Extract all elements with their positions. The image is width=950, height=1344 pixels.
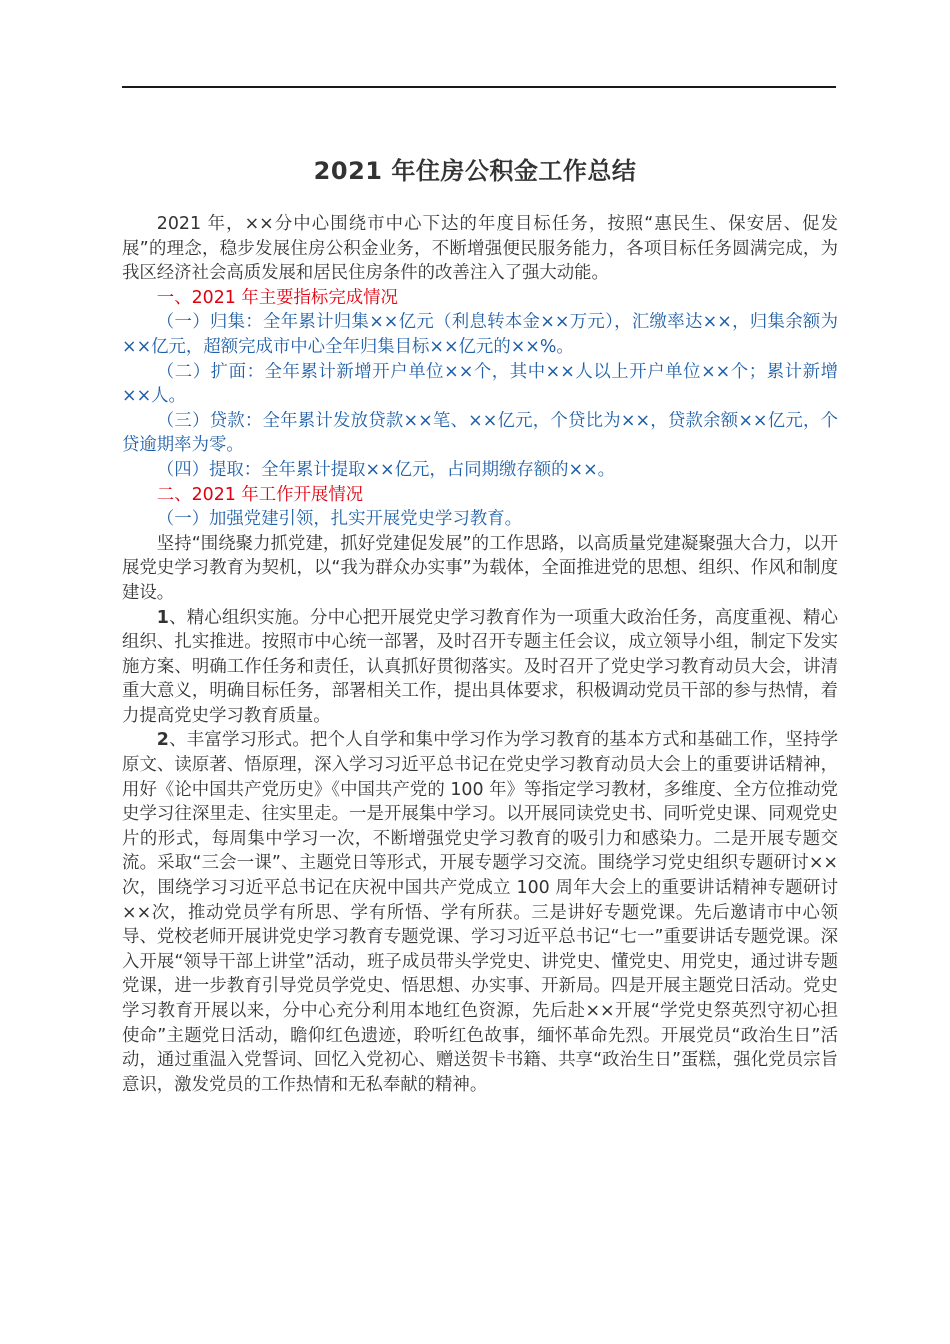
point-2-text: 、丰富学习形式。把个人自学和集中学习作为学习教育的基本方式和基础工作，坚持学原文、读原著、悟原理，深入学习习近平总书记在党史学习教育动员大会上的重要讲话精神，用好《论中国共产党历史》《中国共产党的 100 年》等指定学习教材，多维度、全方位推动党史学习往深里走、往实里走。一是开展集中学习。以开展同读党史书、同听党史课、同观党史片的形式，每周集中学习一次，不断增强党史学习教育的吸引力和感染力。二是开展专题交流。采取“三会一课”、主题党日等形式，开展专题学习交流。围绕学习党史组织专题研讨××次，围绕学习习近平总书记在庆祝中国共产党成立 100 周年大会上的重要讲话精神专题研讨××次，推动党员学有所思、学有所悟、学有所获。三是讲好专题党课。先后邀请市中心领导、党校老师开展讲党史学习教育专题党课、学习习近平总书记“七一”重要讲话专题党课。深入开展“领导干部上讲堂”活动，班子成员带头学党史、讲党史、懂党史、用党史，通过讲专题党课，进一步教育引导党员学党史、悟思想、办实事、开新局。四是开展主题党日活动。党史学习教育开展以来，分中心充分利用本地红色资源，先后赴××开展“学党史祭英烈守初心担使命”主题党日活动，瞻仰红色遗迹，聆听红色故事，缅怀革命先烈。开展党员“政治生日”活动，通过重温入党誓词、回忆入党初心、赠送贺卡书籍、共享“政治生日”蛋糕，强化党员宗旨意识，激发党员的工作热情和无私奉献的精神。 [122, 730, 838, 1095]
header-rule [122, 86, 836, 88]
indicator-withdrawal: （四）提取：全年累计提取××亿元，占同期缴存额的××。 [156, 459, 616, 480]
point-1-text: 、精心组织实施。分中心把开展党史学习教育作为一项重大政治任务，高度重视、精心组织、扎实推进。按照市中心统一部署，及时召开专题主任会议，成立领导小组，制定下发实施方案、明确工作任务和责任，认真抓好贯彻落实。及时召开了党史学习教育动员大会，讲清重大意义，明确目标任务，部署相关工作，提出具体要求，积极调动党员干部的参与热情，着力提高党史学习教育质量。 [122, 607, 838, 726]
page-title: 2021 年住房公积金工作总结 [313, 157, 637, 185]
indicator-loans: （三）贷款：全年累计发放贷款××笔、××亿元，个贷比为××，贷款余额××亿元，个贷逾期率为零。 [122, 410, 838, 456]
point-2-number: 2 [156, 730, 169, 751]
indicator-collection: （一）归集：全年累计归集××亿元（利息转本金××万元），汇缴率达××，归集余额为××亿元，超额完成市中心全年归集目标××亿元的××%。 [122, 312, 838, 357]
subsection-1-intro: 坚持“围绕聚力抓党建，抓好党建促发展”的工作思路，以高质量党建凝聚强大合力，以开展党史学习教育为契机，以“我为群众办实事”为载体，全面推进党的思想、组织、作风和制度建设。 [122, 533, 838, 603]
subsection-1-heading: （一）加强党建引领，扎实开展党史学习教育。 [156, 509, 523, 530]
indicator-expansion: （二）扩面：全年累计新增开户单位××个，其中××人以上开户单位××个；累计新增××人。 [122, 361, 838, 407]
point-1-number: 1 [156, 607, 169, 628]
point-1-paragraph [122, 606, 838, 729]
section-1-heading: 一、2021 年主要指标完成情况 [156, 287, 398, 308]
point-2-paragraph [122, 728, 838, 1097]
document-body [122, 212, 838, 1097]
section-2-heading: 二、2021 年工作开展情况 [156, 484, 364, 505]
intro-paragraph: 2021 年，××分中心围绕市中心下达的年度目标任务，按照“惠民生、保安居、促发展”的理念，稳步发展住房公积金业务，不断增强便民服务能力，各项目标任务圆满完成，为我区经济社会高质发展和居民住房条件的改善注入了强大动能。 [122, 214, 838, 284]
